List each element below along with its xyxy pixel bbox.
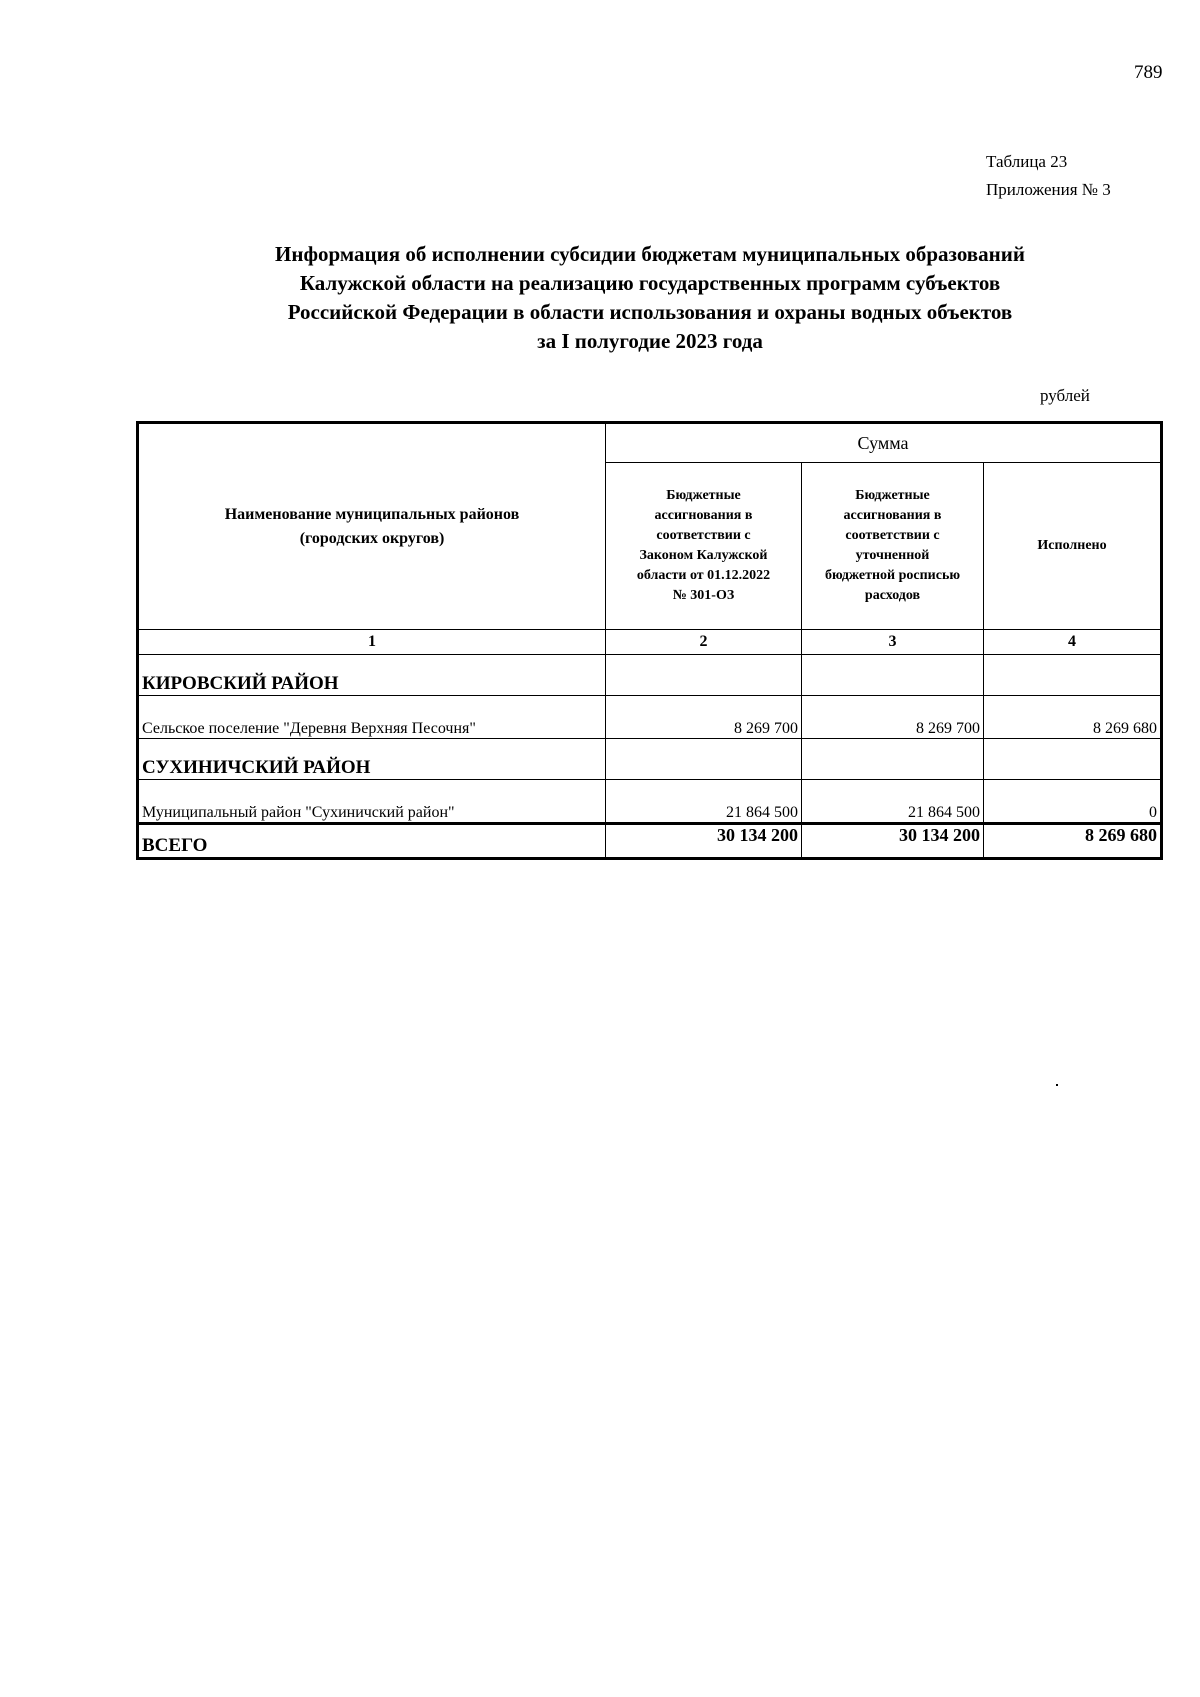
total-row	[138, 824, 1162, 859]
col2-line4: Законом Калужской	[639, 548, 768, 563]
header-sum-cell: Сумма	[606, 423, 1162, 463]
column-number-4: 4	[984, 630, 1162, 655]
value-executed: 8 269 680	[984, 696, 1162, 739]
table-row	[138, 780, 1162, 824]
col3-line1: Бюджетные	[855, 488, 930, 503]
column-number-2: 2	[606, 630, 802, 655]
value-refined: 21 864 500	[802, 780, 984, 824]
region-name: СУХИНИЧСКИЙ РАЙОН	[138, 739, 606, 780]
total-law: 30 134 200	[606, 824, 802, 859]
region-row	[138, 655, 1162, 696]
total-executed: 8 269 680	[984, 824, 1162, 859]
scan-speck	[1056, 1084, 1058, 1086]
value-refined: 8 269 700	[802, 696, 984, 739]
empty-cell	[802, 655, 984, 696]
page-number: 789	[1134, 62, 1163, 83]
column-number-1: 1	[138, 630, 606, 655]
col2-line3: соответствии с	[656, 528, 751, 543]
units-label: рублей	[1040, 386, 1090, 405]
header-col2-cell	[606, 463, 802, 630]
municipality-name: Муниципальный район "Сухиничский район"	[138, 780, 606, 824]
empty-cell	[984, 655, 1162, 696]
municipality-name: Сельское поселение "Деревня Верхняя Песочня"	[138, 696, 606, 739]
table-reference	[986, 148, 1111, 204]
empty-cell	[606, 739, 802, 780]
header-name-line1: Наименование муниципальных районов	[224, 505, 520, 523]
header-col3-cell	[802, 463, 984, 630]
col2-line2: ассигнования в	[654, 508, 753, 523]
header-col4-cell: Исполнено	[984, 463, 1162, 630]
value-law: 21 864 500	[606, 780, 802, 824]
table-row	[138, 696, 1162, 739]
title-line3: Российской Федерации в области использования и охраны водных объектов	[287, 300, 1013, 324]
title-line2: Калужской области на реализацию государственных программ субъектов	[299, 271, 1001, 295]
header-name-cell	[138, 423, 606, 630]
column-number-3: 3	[802, 630, 984, 655]
region-name: КИРОВСКИЙ РАЙОН	[138, 655, 606, 696]
table-reference-line1: Таблица 23	[986, 152, 1068, 171]
col2-line6: № 301-ОЗ	[672, 588, 735, 603]
col3-line6: расходов	[864, 588, 921, 603]
title-line4: за I полугодие 2023 года	[537, 329, 763, 353]
table-reference-line2: Приложения № 3	[986, 180, 1111, 199]
empty-cell	[802, 739, 984, 780]
col2-line5: области от 01.12.2022	[636, 568, 771, 583]
col2-line1: Бюджетные	[666, 488, 741, 503]
subsidy-table	[136, 421, 1163, 860]
col3-line3: соответствии с	[845, 528, 940, 543]
col3-line4: уточненной	[855, 548, 930, 563]
document-title	[150, 240, 1150, 356]
region-row	[138, 739, 1162, 780]
total-label: ВСЕГО	[138, 824, 606, 859]
col3-line2: ассигнования в	[843, 508, 942, 523]
value-law: 8 269 700	[606, 696, 802, 739]
header-name-line2: (городских округов)	[299, 529, 445, 547]
empty-cell	[606, 655, 802, 696]
value-executed: 0	[984, 780, 1162, 824]
col3-line5: бюджетной росписью	[824, 568, 961, 583]
total-refined: 30 134 200	[802, 824, 984, 859]
empty-cell	[984, 739, 1162, 780]
title-line1: Информация об исполнении субсидии бюджетам муниципальных образований	[275, 242, 1025, 266]
